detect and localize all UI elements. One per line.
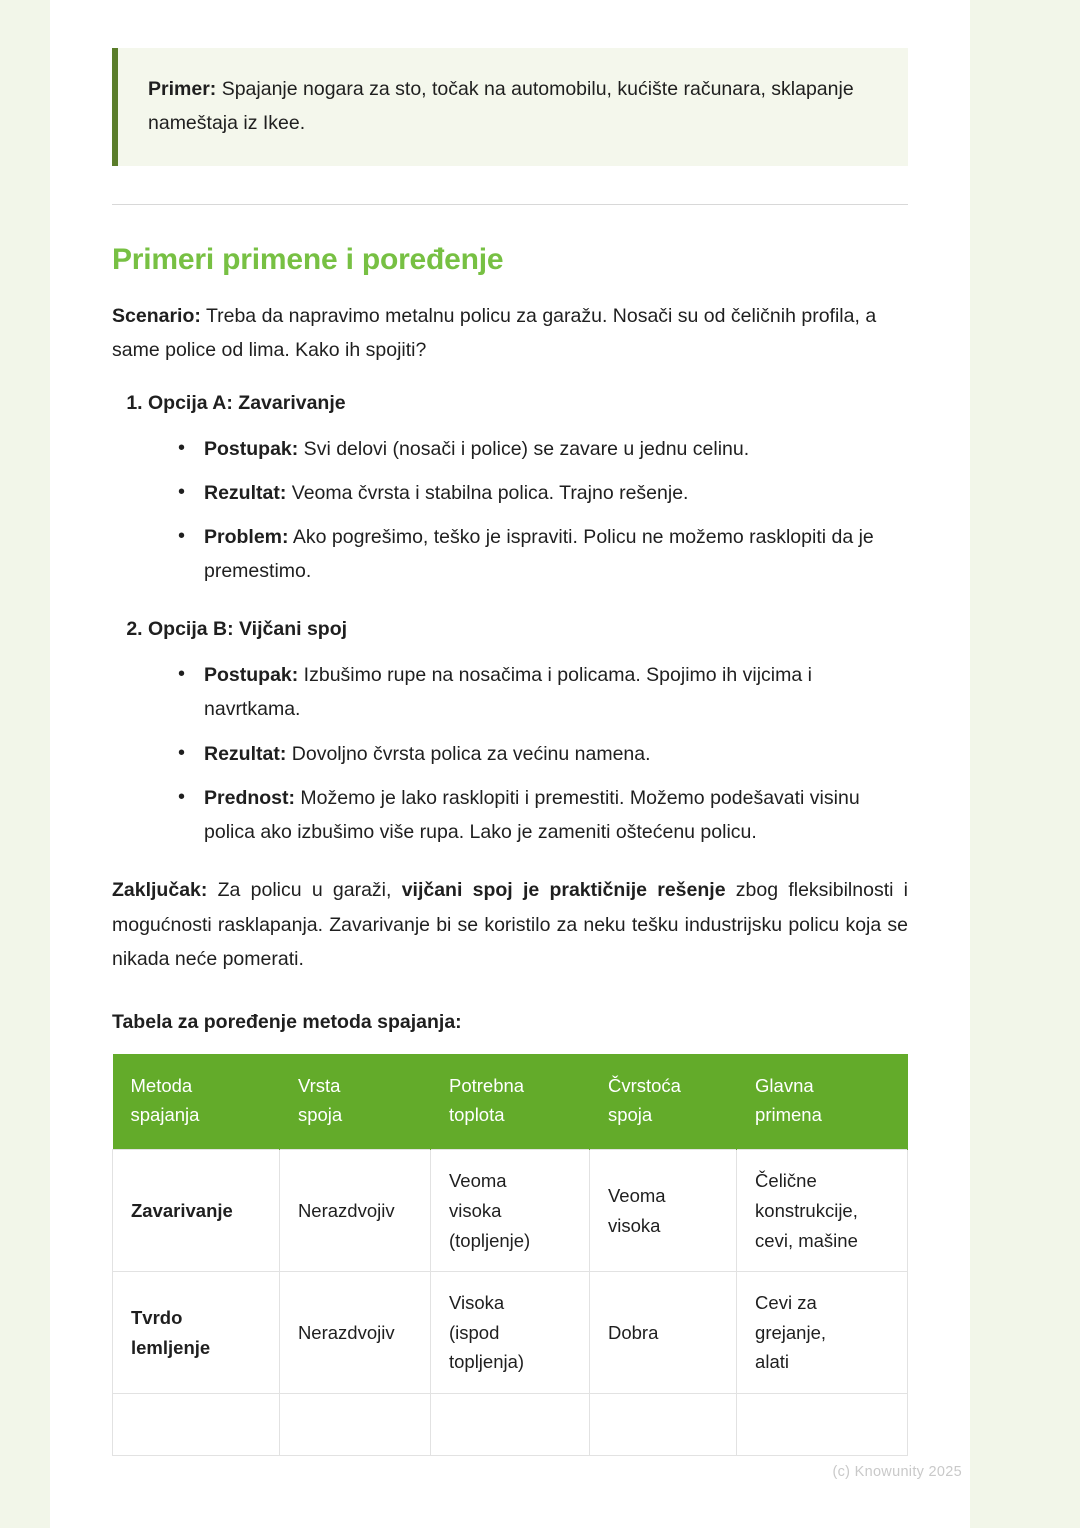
table-header-row [113,1054,908,1150]
table-row [113,1393,908,1456]
column-header-use [737,1054,908,1150]
option-a [148,386,908,589]
header-line: spajanja [130,1103,200,1125]
cell-heat [430,1150,589,1272]
page-title: Primeri primene i poređenje [112,243,504,277]
detail-label: Problem: [204,525,289,548]
cell-line: topljenja) [448,1351,525,1373]
header-line: Metoda [130,1074,193,1096]
detail-label: Rezultat: [204,742,287,765]
header-line: Potrebna [448,1074,525,1096]
option-a-title: Opcija A: Zavarivanje [148,391,346,414]
cell-line: Cevi za [755,1292,817,1314]
cell-use [737,1272,908,1394]
detail-text: Veoma čvrsta i stabilna polica. Trajno rešenje. [286,481,689,504]
cell-line: lemljenje [131,1336,211,1358]
scenario-paragraph [112,299,908,367]
example-callout-text [148,72,882,140]
option-a-details [148,432,908,589]
table-row [113,1272,908,1394]
left-margin-strip [0,0,50,1528]
detail-label: Prednost: [204,786,296,809]
cell-strength [589,1150,736,1272]
cell-line: Tvrdo [131,1306,183,1328]
detail-text: Izbušimo rupe na nosačima i policama. Spojimo ih vijcima i navrtkama. [204,664,812,721]
cell-use [737,1393,908,1456]
cell-method [113,1393,280,1456]
cell-line: visoka [607,1214,661,1236]
example-callout-label: Primer: [148,78,217,100]
conclusion-part2: zbog fleksibilnosti i mogućnosti rasklapanja. Zavarivanje bi se koristilo za neku tešku industrijsku policu koja se nikada neće pomerati. [112,878,909,971]
right-margin-strip [970,0,1080,1528]
example-callout-body: Spajanje nogara za sto, točak na automobilu, kućište računara, sklapanje nameštaja iz Ikee. [148,78,854,135]
detail-label: Postupak: [204,664,299,687]
cell-type: Nerazdvojiv [279,1272,430,1394]
detail-label: Postupak: [204,437,299,460]
option-b [148,612,908,849]
list-item [178,432,908,466]
conclusion-label: Zaključak: [112,878,208,901]
cell-method [113,1272,280,1394]
cell-line: Veoma [607,1185,666,1207]
cell-heat [430,1272,589,1394]
cell-line: konstrukcije, [755,1199,858,1221]
option-b-details [148,658,908,849]
cell-line: visoka [448,1199,502,1221]
cell-line: Veoma [448,1170,507,1192]
cell-line: (ispod [448,1321,500,1343]
conclusion-paragraph [112,873,908,977]
cell-heat [430,1393,589,1456]
cell-type [279,1393,430,1456]
header-line: Čvrstoća [607,1074,681,1096]
conclusion-emphasis: vijčani spoj je praktičnije rešenje [401,878,726,901]
example-callout [112,48,908,166]
cell-line: alati [755,1351,789,1373]
comparison-table [112,1054,908,1457]
detail-text: Svi delovi (nosači i police) se zavare u jednu celinu. [298,437,750,460]
cell-strength [589,1393,736,1456]
column-header-method [113,1054,280,1150]
detail-text: Dovoljno čvrsta polica za većinu namena. [286,742,651,765]
table-caption: Tabela za poređenje metoda spajanja: [112,1010,462,1033]
list-item [178,781,908,849]
cell-line: Visoka [448,1292,505,1314]
cell-type: Nerazdvojiv [279,1150,430,1272]
column-header-heat [430,1054,589,1150]
list-item [178,658,908,726]
column-header-strength [589,1054,736,1150]
table-row [113,1150,908,1272]
watermark: (c) Knowunity 2025 [832,1464,962,1480]
cell-line: Čelične [755,1170,817,1192]
list-item [178,520,908,588]
header-line: spoja [297,1103,343,1125]
header-line: toplota [448,1103,505,1125]
options-list [112,386,908,849]
section-divider [112,204,908,205]
cell-use [737,1150,908,1272]
header-line: spoja [607,1103,653,1125]
detail-text: Ako pogrešimo, teško je ispraviti. Policu ne možemo rasklopiti da je premestimo. [204,525,874,582]
cell-line: grejanje, [755,1321,827,1343]
header-line: Glavna [755,1074,814,1096]
cell-line: cevi, mašine [755,1229,858,1251]
cell-method: Zavarivanje [113,1150,280,1272]
document-page [50,0,970,1528]
scenario-label: Scenario: [112,305,201,328]
detail-text: Možemo je lako rasklopiti i premestiti. Možemo podešavati visinu polica ako izbušimo više rupa. Lako je zameniti oštećenu policu. [204,786,860,843]
list-item [178,737,908,771]
detail-label: Rezultat: [204,481,287,504]
header-line: primena [755,1103,822,1125]
list-item [178,476,908,510]
cell-strength: Dobra [589,1272,736,1394]
header-line: Vrsta [297,1074,341,1096]
cell-line: (topljenje) [448,1229,531,1251]
column-header-type [279,1054,430,1150]
option-b-title: Opcija B: Vijčani spoj [148,618,348,641]
scenario-text: Treba da napravimo metalnu policu za garažu. Nosači su od čeličnih profila, a same police od lima. Kako ih spojiti? [112,305,877,362]
conclusion-part1: Za policu u garaži, [207,878,402,901]
